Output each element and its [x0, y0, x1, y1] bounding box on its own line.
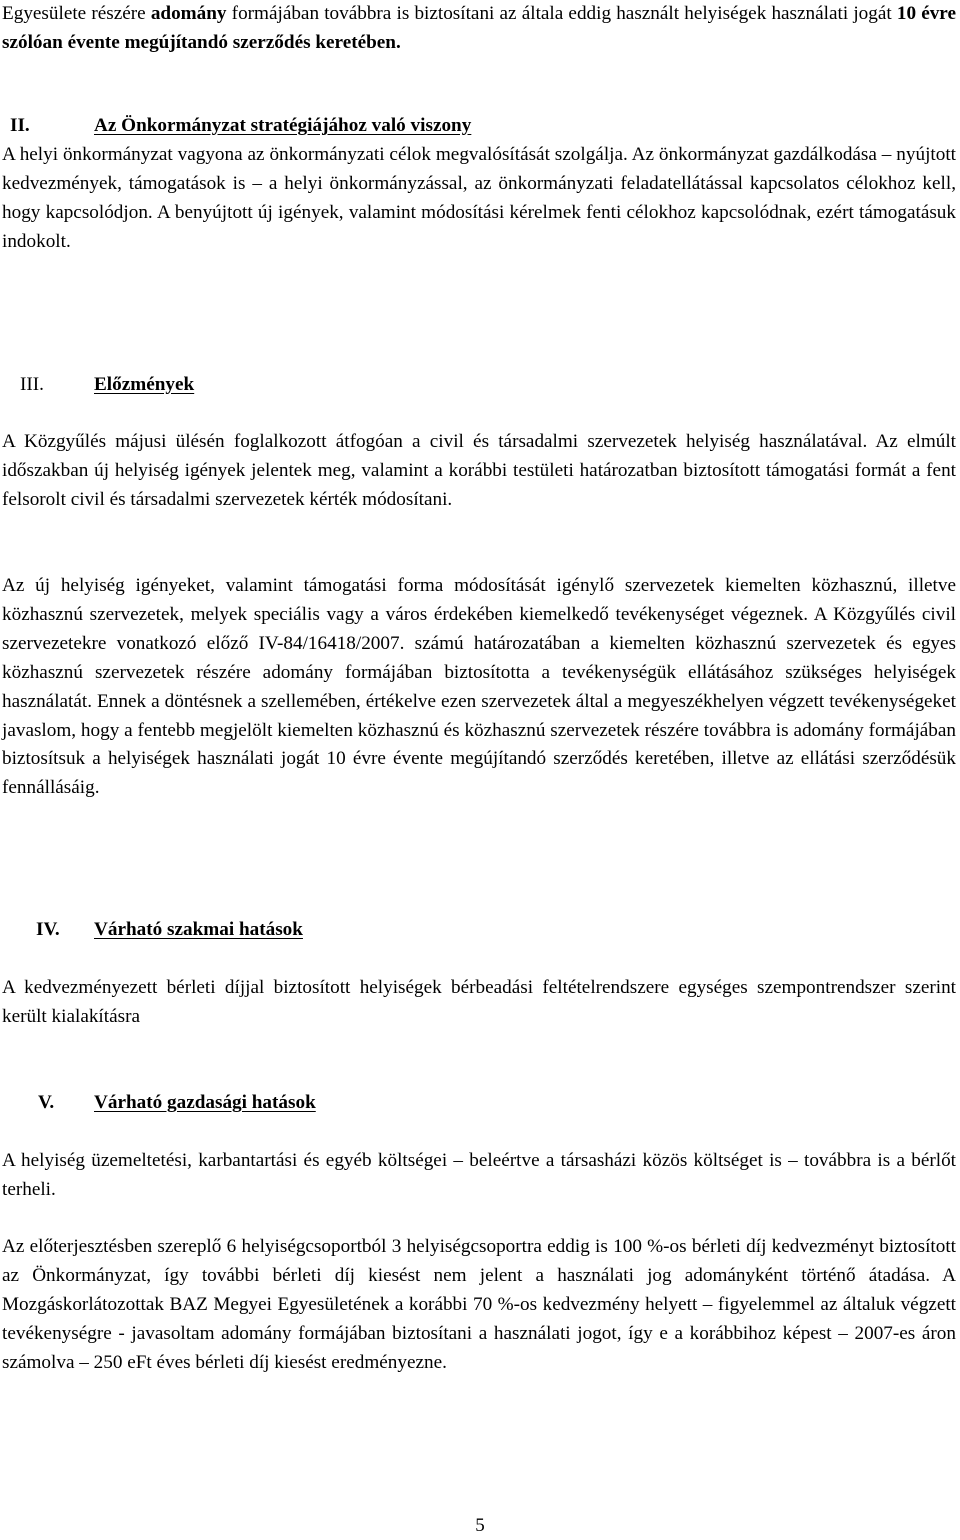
section-number: III. [20, 374, 44, 395]
carryover-paragraph [2, 0, 956, 58]
section-title: Várható gazdasági hatások [94, 1092, 316, 1113]
section-v-paragraph-2: Az előterjesztésben szereplő 6 helyiségcsoportból 3 helyiségcsoportra eddig is 100 %-os bérleti díj kedvezményt biztosított az Önkormányzat, így további bérleti díj kiesést nem jelent a használati jog adományként történő átadása. A Mozgáskorlátozottak BAZ Megyei Egyesületének a korábbi 70 %-os kedvezmény helyett – figyelemmel az általuk végzett tevékenységre - javasoltam adomány formájában biztosítani a használati jogot, így e a korábbihoz képest – 2007-es áron számolva – 250 eFt éves bérleti díj kiesést eredményezne. [2, 1236, 956, 1373]
section-heading-iii [20, 371, 194, 399]
section-title: Az Önkormányzat stratégiájához való viszony [94, 115, 472, 136]
section-iii-paragraph-2: Az új helyiség igényeket, valamint támogatási forma módosítását igénylő szervezetek kiemelten közhasznú, illetve közhasznú szervezetek, melyek speciális vagy a város érdekében kiemelkedő tevékenységet végeznek. A Közgyűlés civil szervezetekre vonatkozó előző IV-84/16418/2007. számú határozatában a kiemelten közhasznú szervezetek és egyes közhasznú szervezetek részére adomány formájában biztosította a tevékenységük ellátásához szükséges helyiségek használatát. Ennek a döntésnek a szellemében, értékelve ezen szervezetek által a megyeszékhelyen végzett tevékenységeket javaslom, hogy a fentebb megjelölt kiemelten közhasznú és közhasznú szervezetek részére továbbra is adomány formájában biztosítsuk a helyiségek használati jogát 10 évre évente megújítandó szerződés keretében, illetve az ellátási szerződésük fennállásáig. [2, 575, 956, 799]
section-number: V. [38, 1092, 55, 1113]
text-run: Egyesülete részére [2, 3, 151, 24]
bold-text: adomány [150, 3, 227, 24]
section-v-paragraph-1: A helyiség üzemeltetési, karbantartási és egyéb költségei – beleértve a társasházi közös költséget is – továbbra is a bérlőt terheli. [2, 1150, 956, 1200]
section-heading-v [38, 1089, 316, 1117]
section-heading-ii [10, 112, 471, 140]
section-iii-paragraph-1: A Közgyűlés májusi ülésén foglalkozott átfogóan a civil és társadalmi szervezetek helyiség használatával. Az elmúlt időszakban új helyiség igények jelentek meg, valamint a korábbi testületi határozatban biztosított támogatási formát a fent felsorolt civil és társadalmi szervezetek kérték módosítani. [2, 431, 956, 510]
section-number: IV. [36, 919, 60, 940]
section-ii-paragraph: A helyi önkormányzat vagyona az önkormányzati célok megvalósítását szolgálja. Az önkormányzat gazdálkodása – nyújtott kedvezmények, támogatások is – a helyi önkormányzással, az önkormányzati feladatellátással kapcsolatos célokhoz kell, hogy kapcsolódjon. A benyújtott új igények, valamint módosítási kérelmek fenti célokhoz kapcsolódnak, ezért támogatásuk indokolt. [2, 144, 956, 252]
bold-text: 10 évre szólóan évente megújítandó szerződés keretében. [2, 3, 956, 53]
text-run: formájában továbbra is biztosítani az általa eddig használt helyiségek használati jogát [226, 3, 897, 24]
section-heading-iv [36, 916, 303, 944]
section-iv-paragraph: A kedvezményezett bérleti díjjal biztosított helyiségek bérbeadási feltételrendszere egységes szempontrendszer szerint került kialakításra [2, 977, 956, 1027]
section-title: Várható szakmai hatások [94, 919, 303, 940]
section-title: Előzmények [94, 374, 195, 395]
section-number: II. [10, 115, 30, 136]
page-number: 5 [475, 1515, 485, 1536]
